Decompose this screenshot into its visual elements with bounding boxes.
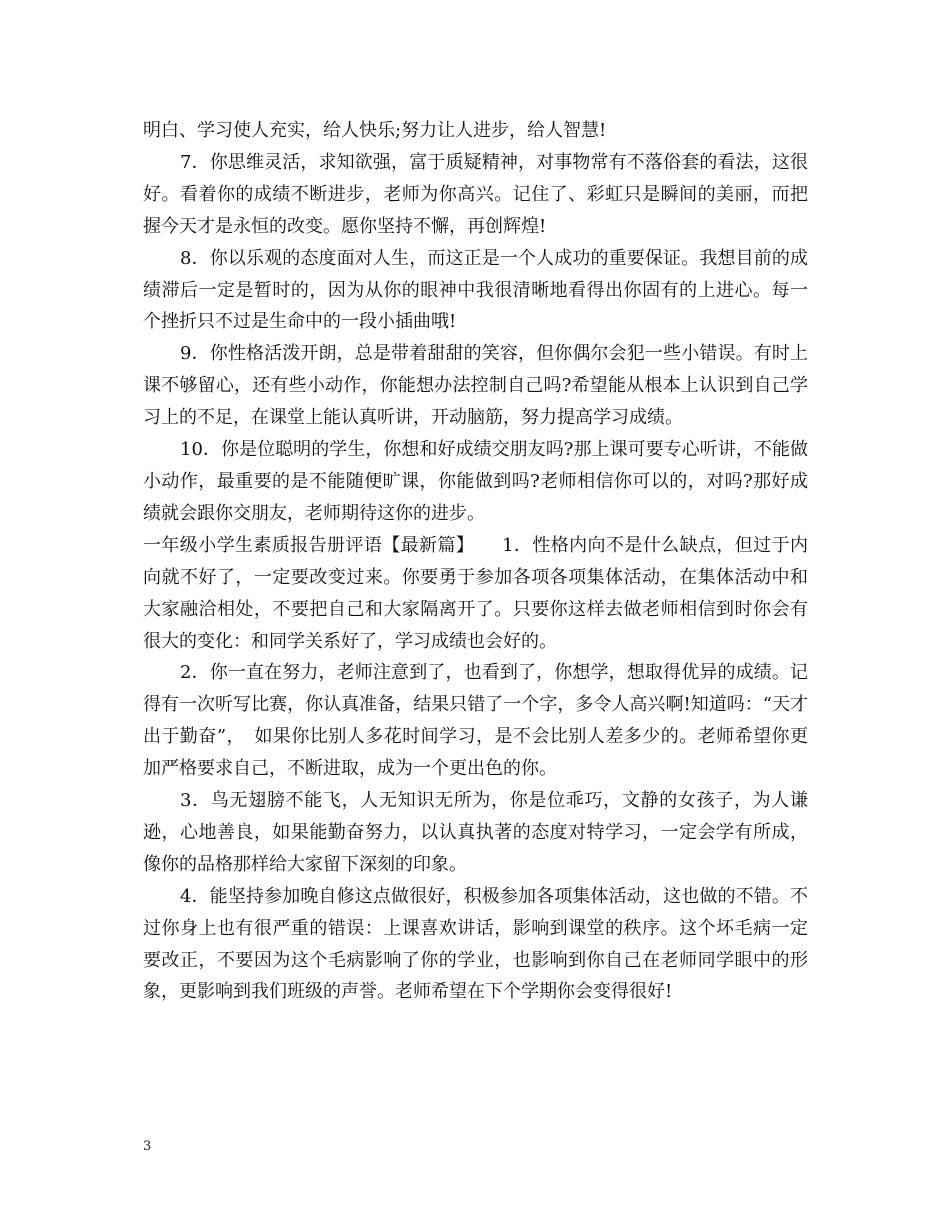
document-body xyxy=(143,115,808,1008)
paragraph: 8．你以乐观的态度面对人生，而这正是一个人成功的重要保证。我想目前的成绩滞后一定是暂时的，因为从你的眼神中我很清晰地看得出你固有的上进心。每一个挫折只不过是生命中的一段小插曲哦! xyxy=(143,247,808,333)
paragraph-section-heading: 一年级小学生素质报告册评语【最新篇】 1．性格内向不是什么缺点，但过于内向就不好了，一定要改变过来。你要勇于参加各项各项集体活动，在集体活动中和大家融洽相处，不要把自己和大家隔离开了。只要你这样去做老师相信到时你会有很大的变化：和同学关系好了，学习成绩也会好的。 xyxy=(143,534,808,652)
paragraph: 3．鸟无翅膀不能飞，人无知识无所为，你是位乖巧，文静的女孩子，为人谦逊，心地善良，如果能勤奋努力，以认真执著的态度对特学习，一定会学有所成，像你的品格那样给大家留下深刻的印象。 xyxy=(143,790,808,875)
paragraph: 明白、学习使人充实，给人快乐;努力让人进步，给人智慧! xyxy=(143,120,607,141)
page-number: 3 xyxy=(143,1139,152,1154)
paragraph: 7．你思维灵活，求知欲强，富于质疑精神，对事物常有不落俗套的看法，这很好。看着你的成绩不断进步，老师为你高兴。记住了、彩虹只是瞬间的美丽，而把握今天才是永恒的改变。愿你坚持不懈，再创辉煌! xyxy=(143,151,808,237)
paragraph: 2．你一直在努力，老师注意到了，也看到了，你想学，想取得优异的成绩。记得有一次听写比赛，你认真准备，结果只错了一个字，多令人高兴啊!知道吗：“天才出于勤奋”， 如果你比别人多花时间学习，是不会比别人差多少的。老师希望你更加严格要求自己，不断进取，成为一个更出色的你。 xyxy=(143,662,808,780)
paragraph: 10．你是位聪明的学生，你想和好成绩交朋友吗?那上课可要专心听讲，不能做小动作，最重要的是不能随便旷课，你能做到吗?老师相信你可以的，对吗?那好成绩就会跟你交朋友，老师期待这你的进步。 xyxy=(143,439,808,524)
paragraph: 4．能坚持参加晚自修这点做很好，积极参加各项集体活动，这也做的不错。不过你身上也有很严重的错误：上课喜欢讲话，影响到课堂的秩序。这个坏毛病一定要改正，不要因为这个毛病影响了你的学业，也影响到你自己在老师同学眼中的形象，更影响到我们班级的声誉。老师希望在下个学期你会变得很好! xyxy=(143,885,808,1003)
paragraph: 9．你性格活泼开朗，总是带着甜甜的笑容，但你偶尔会犯一些小错误。有时上课不够留心，还有些小动作，你能想办法控制自己吗?希望能从根本上认识到自己学习上的不足，在课堂上能认真听讲，开动脑筋，努力提高学习成绩。 xyxy=(143,343,808,429)
